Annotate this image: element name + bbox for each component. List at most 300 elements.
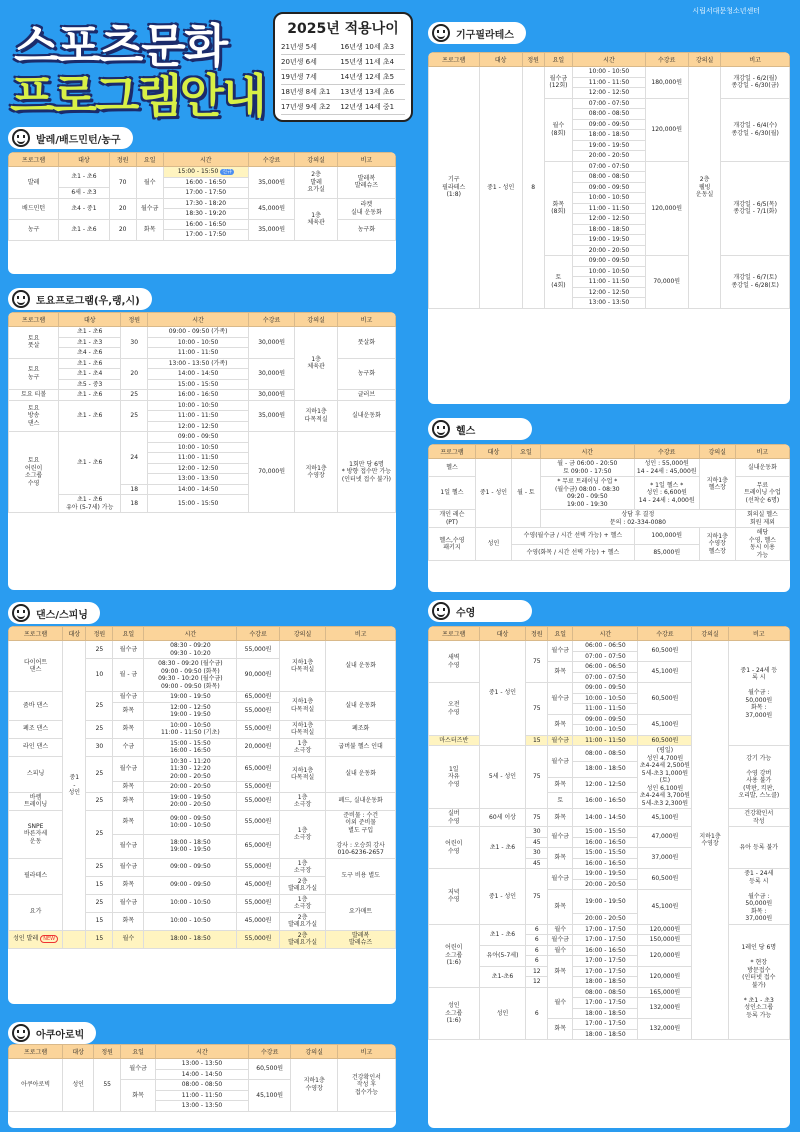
table-cell: 라인 댄스 <box>9 738 63 756</box>
dance-table: 프로그램 대상 정원 요일 시간 수강료 강의실 비고 다이어트 댄스 중1 - 성인 25 월수금 08:30 - 09:20 09:30 - 10:20 55,000원 지하1층 다목적실 실내 운동화 10 월 - 금 08:30 - 09:20 (월수금) 09:00 - 09:50 (화목) 09:30 - 10:20 (월수금) 09:00 - 09:50 (화목) 90,000원 줌바 댄스 25 월수금 19:00 - 19:50 65,000원 지하1층 다목적실 실내 운동화 화목 12:00 - 12:50 19:00 - 19:50 55,000원 폐조 댄스 25 화목 10:00 - 10:50 11:00 - 11:50 (기초) 55,000원 지하1층 다목적실 폐조화 라인 댄스 30 수금 15:00 - 15:50 16:00 - 16:50 20,000원 1층 소극장 굽버불 헬스 인대 스피닝 25 월수금 10:30 - 11:20 11:30 - 12:20 20:00 - 20:50 65,000원 지하1층 다목적실 실내 운동화 화목 20:00 - 20:50 55,000원 바렘 트레이닝 25 화목 19:00 - 19:50 20:00 - 20:50 55,000원 1층 소극장 폐드, 실내운동화 SNPE 바른자세 운동 25 화목 09:00 - 09:50 10:00 - 10:50 55,000원 1층 소극장 준비물 : 수건 이외 준비물 별도 구입 강사 : 오승희 강사 010-6236-2657 월수금 18:00 - 18:50 19:00 - 19:50 65,000원 필라테스 25 월수금 09:00 - 09:50 55,000원 1층 소극장 도구 비용 별도 15 화목 09:00 - 09:50 45,000원 2층 발레요가실 요가 25 월수금 10:00 - 10:50 55,000원 1층 소극장 요가매트 15 화목 10:00 - 10:50 45,000원 2층 발레요가실 성인 발레 NEW 15 월수 18:00 - 18:50 55,000원 2층 발레요가실 발레복 발레슈즈 <box>8 626 396 949</box>
table-cell: 1일 자유 수영 <box>429 746 480 809</box>
table-cell: 필라테스 <box>9 858 63 894</box>
table-cell: 17:00 - 17:50 <box>573 935 638 946</box>
table-cell: 기구 필라테스 (1:8) <box>429 67 480 309</box>
table-cell: 초1 - 초3 <box>59 337 121 348</box>
table-cell: 09:00 - 09:50 <box>573 182 645 193</box>
table-cell: 25 <box>86 641 113 659</box>
table-cell: 개강일 - 6/7(토) 종강일 - 6/28(토) <box>721 256 790 309</box>
table-cell: 월수금 <box>113 858 144 876</box>
table-cell: 2층 발레요가실 <box>279 930 325 948</box>
table-cell: 55,000원 <box>237 810 280 834</box>
table-cell: 글러브 <box>337 390 395 401</box>
table-cell: 6 <box>526 935 548 946</box>
table-cell: 60,500원 <box>638 869 692 890</box>
table-cell: 45,000원 <box>237 912 280 930</box>
table-cell: 초1 - 초6 <box>59 400 121 432</box>
table-cell: 1층 소극장 <box>279 894 325 912</box>
age-table-box <box>273 12 413 122</box>
table-cell: 초4 - 초6 <box>59 348 121 359</box>
table-cell: 20:00 - 20:50 <box>573 245 645 256</box>
table-cell: 줌바 댄스 <box>9 692 63 721</box>
table-cell: 중1 - 성인 <box>479 869 526 925</box>
table-cell: 20:00 - 20:50 <box>573 914 638 925</box>
table-cell: 60,500원 <box>638 735 692 746</box>
table-cell: 지하1층 다목적실 <box>279 641 325 692</box>
table-row <box>9 930 396 948</box>
table-cell: 건강확인서 작성 <box>728 809 789 827</box>
table-cell: 09:00 - 09:50 <box>573 119 645 130</box>
table-cell: 30 <box>526 848 548 859</box>
table-cell: 어린이 수영 <box>429 827 480 869</box>
table-cell: 토요 어린이 소그룹 수영 <box>9 432 59 513</box>
table-row <box>429 869 790 880</box>
table-cell: 30,000원 <box>248 358 294 390</box>
aqua-table-panel <box>8 1044 396 1128</box>
table-cell: 요가 <box>9 894 63 930</box>
table-cell: 실버 수영 <box>429 809 480 827</box>
table-cell: 12:00 - 12:50 <box>573 287 645 298</box>
table-cell: 토요 풋살 <box>9 327 59 359</box>
table-cell: 11:00 - 11:50 <box>573 704 638 715</box>
table-cell: 월수금 <box>113 834 144 858</box>
table-cell: 10:00 - 10:50 <box>573 67 645 78</box>
table-cell: 1회만 당 6명 * 방향 접수만 가능 (인터넷 접수 불가) <box>337 432 395 513</box>
pilates-table-panel <box>428 52 790 404</box>
table-cell: 월수금 <box>113 894 144 912</box>
table-cell: 45,100원 <box>638 662 692 683</box>
table-cell: 19:00 - 19:50 <box>573 869 638 880</box>
table-cell: 06:00 - 06:50 <box>573 641 638 652</box>
table-cell: 11:00 - 11:50 <box>148 411 249 422</box>
table-cell: 6 <box>526 987 548 1040</box>
table-cell: 55,000원 <box>237 792 280 810</box>
table-cell: 성인 소그룹 (1:6) <box>429 987 480 1040</box>
smile-icon <box>12 1024 30 1042</box>
table-cell: 토 (4회) <box>544 256 573 309</box>
table-cell: 09:00 - 09:50 <box>573 683 638 694</box>
table-cell: 08:00 - 08:50 <box>573 746 638 762</box>
table-cell: 55,000원 <box>237 720 280 738</box>
health-table: 프로그램 대상 요일 시간 수강료 강의실 비고 헬스 중1 - 성인 월 - 토 월 - 금 06:00 - 20:50 토 09:00 - 17:50 성인 : 55,000원 14 - 24세 : 45,000원 지하1층 헬스장 실내운동화 1일 헬스 * 무료 트레이닝 수업 * (월수금) 08:00 - 08:30 09:20 - 09:50 19:00 - 19:30 * 1일 헬스 * 성인 : 6,600원 14 - 24세 : 4,000원 무료 트레이닝 수업 (선착순 6명) 개인 레슨 (PT) 상담 후 결정 문의 : 02-334-0080 회의실 헬스 회원 제외 헬스,수영 패키지 성인 수영(월수금 / 시간 선택 가능) + 헬스 100,000원 지하1층 수영장 헬스장 해당 수영, 헬스 동시 이용 가능 수영(화목 / 시간 선택 가능) + 헬스 85,000원 <box>428 444 790 561</box>
table-cell: 6 <box>526 956 548 967</box>
table-cell: 중1 - 성인 <box>63 641 86 931</box>
table-cell: 75 <box>526 809 548 827</box>
table-cell: 30 <box>86 738 113 756</box>
table-cell: 화목 <box>113 702 144 720</box>
table-cell: 월수 (8회) <box>544 98 573 161</box>
saturday-table-panel <box>8 312 396 590</box>
table-cell: 165,000원 <box>638 987 692 998</box>
table-cell: 11:00 - 11:50 <box>573 277 645 288</box>
table-cell: 47,000원 <box>638 827 692 848</box>
table-cell: 폐조화 <box>326 720 396 738</box>
table-cell: 37,000원 <box>638 848 692 869</box>
table-cell: 09:00 - 09:50 <box>573 714 638 725</box>
table-cell: 35,000원 <box>248 400 294 432</box>
table-row <box>9 400 396 411</box>
table-cell: 2층 웰빙 운동실 <box>688 67 720 309</box>
table-cell: 07:00 - 07:50 <box>573 161 645 172</box>
table-cell: 토요 농구 <box>9 358 59 390</box>
table-cell: 지하1층 다목적실 <box>279 756 325 792</box>
table-cell: 어린이 소그룹 (1:6) <box>429 924 480 987</box>
table-cell: 토 <box>548 793 573 809</box>
table-cell: 60세 이상 <box>479 809 526 827</box>
table-cell: 초5 - 중3 <box>59 379 121 390</box>
table-cell: 08:00 - 08:50 <box>573 987 638 998</box>
table-row <box>9 358 396 369</box>
table-cell: 1층 소극장 <box>279 810 325 858</box>
table-cell: 15 <box>526 735 548 746</box>
table-cell: 성인 <box>479 987 526 1040</box>
table-cell: 초1-초6 <box>479 966 526 987</box>
table-cell: 중1 - 24세 등 록 시 월수금 : 50,000원 화목 : 37,000원 <box>728 641 789 746</box>
table-cell: 중1 - 성인 <box>479 641 526 746</box>
table-cell: 30 <box>121 327 148 359</box>
table-row <box>429 924 790 935</box>
table-cell: 19:00 - 19:50 <box>144 692 237 703</box>
table-cell: 농구화 <box>337 358 395 390</box>
table-cell: 08:00 - 08:50 <box>573 109 645 120</box>
smile-icon <box>432 24 450 42</box>
section-pilates: 기구필라테스 <box>428 22 526 44</box>
table-cell: 10:00 - 10:50 <box>573 266 645 277</box>
table-cell: 월수 <box>113 930 144 948</box>
table-cell: 폐조 댄스 <box>9 720 63 738</box>
table-cell: 강기 가능 수영 강버 사용 불가 (막판, 킥판, 오리발, 스노클) <box>728 746 789 809</box>
table-cell: 180,000원 <box>645 67 688 99</box>
table-cell: 25 <box>86 858 113 876</box>
table-cell: 65,000원 <box>237 756 280 782</box>
table-cell: 75 <box>526 683 548 736</box>
table-cell: 70,000원 <box>248 432 294 513</box>
table-cell: 18:00 - 18:50 <box>573 761 638 777</box>
table-cell: 18:00 - 18:50 19:00 - 19:50 <box>144 834 237 858</box>
table-cell: 16:00 - 16:50 <box>573 793 638 809</box>
table-cell: 화목 <box>113 810 144 834</box>
table-cell: 유아(5-7세) <box>479 945 526 966</box>
table-cell: 15 <box>86 912 113 930</box>
table-cell: 16:00 - 16:50 <box>573 837 638 848</box>
table-cell: 화목 <box>113 720 144 738</box>
section-ballet: 발레/배드민턴/농구 <box>8 127 133 149</box>
table-cell: 120,000원 <box>638 924 692 935</box>
table-row <box>9 327 396 338</box>
table-cell: 16:00 - 16:50 <box>573 858 638 869</box>
table-cell: 45 <box>526 837 548 848</box>
table-cell: 14:00 - 14:50 <box>573 809 638 827</box>
table-cell: 지하1층 수영장 <box>692 641 728 1040</box>
table-cell: 09:00 - 09:50 <box>144 858 237 876</box>
table-cell: 마스터즈반 <box>429 735 480 746</box>
org-logo: 시립서대문청소년센터 <box>692 7 760 15</box>
table-cell: 월수금 <box>548 641 573 662</box>
new-badge: NEW <box>40 935 58 943</box>
age-table-title: 2025년 적용나이 <box>287 21 399 37</box>
table-cell: 지하1층 수영장 <box>295 432 338 513</box>
table-cell: 45,100원 <box>638 714 692 735</box>
table-cell: 도구 비용 별도 <box>326 858 396 894</box>
table-cell: 화목 <box>548 890 573 925</box>
table-cell: 18:00 - 18:50 <box>573 1029 638 1040</box>
table-cell: 07:00 - 07:50 <box>573 651 638 662</box>
table-cell: 화목 <box>113 782 144 793</box>
table-cell: 12:00 - 12:50 <box>573 88 645 99</box>
table-cell: 18:00 - 18:50 <box>573 977 638 988</box>
table-cell: 개강일 - 6/4(수) 종강일 - 6/30(월) <box>721 98 790 161</box>
table-cell: 저녁 수영 <box>429 869 480 925</box>
table-row <box>429 809 790 827</box>
table-cell: 초1 - 초6 <box>479 924 526 945</box>
table-cell: 55,000원 <box>237 641 280 659</box>
table-cell: 25 <box>86 756 113 792</box>
table-cell: 18:00 - 18:50 <box>144 930 237 948</box>
table-cell: 10:00 - 10:50 <box>144 894 237 912</box>
ballet-table: 프로그램 대상 정원 요일 시간 수강료 강의실 비고 발레 초1 - 초6 70 월수 15:00 - 15:50 신규 35,000원 2층 발레 요가실 발레복 발레슈즈 16:00 - 16:50 6세 - 초3 17:00 - 17:50 배드민턴 초4 - 중1 20 월수금 17:30 - 18:20 45,000원 1층 체육관 라켓 실내 운동화 18:30 - 19:20 농구 초1 - 초6 20 화목 16:00 - 16:50 35,000원 농구화 17:00 - 17:50 <box>8 152 396 241</box>
table-cell: 폐드, 실내운동화 <box>326 792 396 810</box>
table-cell: SNPE 바른자세 운동 <box>9 810 63 858</box>
table-cell: 20:00 - 20:50 <box>144 782 237 793</box>
table-cell: 10:00 - 10:50 <box>573 725 638 736</box>
table-cell: 132,000원 <box>638 998 692 1019</box>
table-cell: 12 <box>526 977 548 988</box>
table-cell: 20:00 - 20:50 <box>573 151 645 162</box>
table-cell: 1층 소극장 <box>279 858 325 876</box>
table-cell: 월수금 <box>548 935 573 946</box>
table-cell: 실내 운동화 <box>326 692 396 721</box>
table-cell: 16:00 - 16:50 <box>148 390 249 401</box>
table-cell: 유아 등록 불가 <box>728 827 789 869</box>
table-cell: 화목 <box>113 912 144 930</box>
table-row <box>9 641 396 659</box>
table-cell: 바렘 트레이닝 <box>9 792 63 810</box>
table-cell: 120,000원 <box>645 161 688 256</box>
table-cell: 30,000원 <box>248 390 294 401</box>
table-cell: 화목 <box>113 876 144 894</box>
table-cell: 13:00 - 13:50 <box>148 474 249 485</box>
table-cell: 06:00 - 06:50 <box>573 662 638 673</box>
table-cell: 10:00 - 10:50 <box>573 193 645 204</box>
smile-icon <box>432 420 450 438</box>
table-cell: 132,000원 <box>638 1019 692 1040</box>
table-cell: 화목 <box>548 1019 573 1040</box>
table-cell: 월수금 <box>548 735 573 746</box>
table-cell: 1층 소극장 <box>279 738 325 756</box>
table-cell: 10 <box>86 659 113 692</box>
table-cell: 화목 <box>548 662 573 683</box>
table-cell: 17:00 - 17:50 <box>573 956 638 967</box>
table-cell: 화목 <box>113 792 144 810</box>
table-cell: 12:00 - 12:50 <box>148 463 249 474</box>
new-class-badge: 신규 <box>222 169 232 175</box>
table-cell: 6 <box>526 945 548 956</box>
table-cell: 11:00 - 11:50 <box>573 735 638 746</box>
table-cell: 65,000원 <box>237 692 280 703</box>
table-cell: 20 <box>121 358 148 390</box>
table-cell: 화목 <box>548 956 573 988</box>
table-cell: 화목 <box>548 714 573 735</box>
table-cell: 19:00 - 19:50 <box>573 140 645 151</box>
table-cell: 준비물 : 수건 이외 준비물 별도 구입 강사 : 오승희 강사 010-6236-2657 <box>326 810 396 858</box>
table-cell: 월수금 <box>548 746 573 778</box>
table-cell: 12:00 - 12:50 <box>573 777 638 793</box>
table-cell: 15:00 - 15:50 <box>148 495 249 513</box>
table-cell: 17:00 - 17:50 <box>573 924 638 935</box>
table-cell: 화목 <box>548 848 573 869</box>
table-cell: 65,000원 <box>237 834 280 858</box>
table-cell: 75 <box>526 869 548 925</box>
table-cell: 150,000원 <box>638 935 692 946</box>
table-cell: 초1 - 초6 <box>59 390 121 401</box>
table-cell: 10:00 - 10:50 <box>573 693 638 704</box>
table-cell: 굽버불 헬스 인대 <box>326 738 396 756</box>
table-cell: 개강일 - 6/5(목) 종강일 - 7/1(화) <box>721 161 790 256</box>
section-saturday: 토요프로그램(우,랭,시) <box>8 288 152 310</box>
table-cell: 45 <box>526 858 548 869</box>
smile-icon <box>12 290 30 308</box>
table-cell: 30,000원 <box>248 327 294 359</box>
table-cell: 55,000원 <box>237 930 280 948</box>
table-row <box>429 641 790 652</box>
page-title-line1: 스포츠문화 <box>14 19 227 73</box>
table-cell: 월수 <box>548 987 573 1019</box>
table-cell: 17:00 - 17:50 <box>573 966 638 977</box>
table-cell: 스피닝 <box>9 756 63 792</box>
saturday-table: 프로그램 대상 정원 시간 수강료 강의실 비고 토요 풋살 초1 - 초6 30 09:00 - 09:50 (가족) 30,000원 1층 체육관 풋살화 초1 - 초3 10:00 - 10:50 초4 - 초6 11:00 - 11:50 토요 농구 초1 - 초6 20 13:00 - 13:50 (가족) 30,000원 농구화 초1 - 초4 14:00 - 14:50 초5 - 중3 15:00 - 15:50 토요 티볼 초1 - 초6 25 16:00 - 16:50 30,000원 글러브 토요 방송 댄스 초1 - 초6 25 10:00 - 10:50 35,000원 지하1층 다목적실 실내운동화 11:00 - 11:50 12:00 - 12:50 토요 어린이 소그룹 수영 초1 - 초6 24 09:00 - 09:50 70,000원 지하1층 수영장 1회만 당 6명 * 방향 접수만 가능 (인터넷 접수 불가) 10:00 - 10:50 11:00 - 11:50 12:00 - 12:50 13:00 - 13:50 18 14:00 - 14:50 초1 - 초6 유아 (5-7세) 가능 18 15:00 - 15:50 <box>8 312 396 513</box>
table-cell: 15 <box>86 876 113 894</box>
table-cell: 15:00 - 15:50 <box>573 827 638 838</box>
table-cell: (평일) 성인 4,700원 초4-24세 2,500원 5세-초3 1,000원 (토) 성인 6,100원 초4-24세 3,700원 5세-초3 2,300원 <box>638 746 692 809</box>
table-cell: 월수금 (12회) <box>544 67 573 99</box>
table-cell: 월수 <box>548 924 573 935</box>
table-cell: 초1 - 초6 <box>479 827 526 869</box>
table-cell: 18 <box>121 495 148 513</box>
table-cell: 새벽 수영 <box>429 641 480 683</box>
swim-table-panel <box>428 626 790 1128</box>
table-cell: 1층 체육관 <box>295 327 338 401</box>
table-cell: 화목 (8회) <box>544 161 573 256</box>
table-cell: 1층 소극장 <box>279 792 325 810</box>
table-cell: 지하1층 다목적실 <box>295 400 338 432</box>
table-cell: 25 <box>86 810 113 858</box>
table-cell: 실내 운동화 <box>326 641 396 692</box>
table-cell: 화목 <box>548 809 573 827</box>
table-cell: 120,000원 <box>645 98 688 161</box>
table-cell: 월수금 <box>548 683 573 715</box>
smile-icon <box>432 602 450 620</box>
table-cell: 45,100원 <box>638 890 692 925</box>
table-cell: 지하1층 다목적실 <box>279 692 325 721</box>
table-cell: 55,000원 <box>237 782 280 793</box>
table-cell: 09:00 - 09:50 <box>148 432 249 443</box>
table-cell: 10:00 - 10:50 <box>148 442 249 453</box>
table-cell: 10:00 - 10:50 11:00 - 11:50 (기초) <box>144 720 237 738</box>
table-cell: 17:00 - 17:50 <box>573 998 638 1009</box>
table-cell: 6 <box>526 924 548 935</box>
table-row <box>9 390 396 401</box>
table-cell: 실내운동화 <box>337 400 395 432</box>
table-cell: 개강일 - 6/2(월) 종강일 - 6/30(금) <box>721 67 790 99</box>
table-cell: 25 <box>86 894 113 912</box>
table-cell: 15:00 - 15:50 <box>148 379 249 390</box>
table-cell: 25 <box>86 692 113 721</box>
table-cell: 55,000원 <box>237 858 280 876</box>
table-cell: 11:00 - 11:50 <box>148 453 249 464</box>
table-cell: 월수금 <box>113 641 144 659</box>
page-title-line2: 프로그램안내 <box>10 69 265 123</box>
section-swim: 수영 <box>428 600 532 622</box>
table-cell: 수금 <box>113 738 144 756</box>
section-health: 헬스 <box>428 418 532 440</box>
table-row <box>429 67 790 78</box>
table-cell: 성인 발레 NEW <box>9 930 63 948</box>
table-cell: 11:00 - 11:50 <box>573 203 645 214</box>
table-cell: 09:00 - 09:50 10:00 - 10:50 <box>144 810 237 834</box>
table-cell: 08:00 - 08:50 <box>573 172 645 183</box>
table-cell: 13:00 - 13:50 (가족) <box>148 358 249 369</box>
table-cell: 09:00 - 09:50 (가족) <box>148 327 249 338</box>
table-cell: 12 <box>526 966 548 977</box>
table-cell: 20:00 - 20:50 <box>573 879 638 890</box>
table-cell: 토요 방송 댄스 <box>9 400 59 432</box>
table-cell: 07:00 - 07:50 <box>573 98 645 109</box>
table-cell: 월수금 <box>113 692 144 703</box>
table-cell: 17:00 - 17:50 <box>573 1019 638 1030</box>
table-cell: 11:00 - 11:50 <box>573 77 645 88</box>
table-cell: 12:00 - 12:50 19:00 - 19:50 <box>144 702 237 720</box>
table-cell: 09:00 - 09:50 <box>144 876 237 894</box>
table-row <box>9 432 396 443</box>
table-cell: 11:00 - 11:50 <box>148 348 249 359</box>
table-cell: 120,000원 <box>638 945 692 966</box>
table-cell: 요가매트 <box>326 894 396 930</box>
table-cell: 45,000원 <box>237 876 280 894</box>
table-cell: 월수금 <box>548 827 573 848</box>
table-cell: 초1 - 초6 <box>59 432 121 495</box>
table-cell: 10:30 - 11:20 11:30 - 12:20 20:00 - 20:50 <box>144 756 237 782</box>
table-cell: 70,000원 <box>645 256 688 309</box>
table-cell: 30 <box>526 827 548 838</box>
smile-icon <box>12 604 30 622</box>
table-cell: 19:00 - 19:50 20:00 - 20:50 <box>144 792 237 810</box>
table-cell: 월수 <box>548 945 573 956</box>
table-cell: 화목 <box>548 777 573 793</box>
table-cell: 중1 - 24세 등록 시 월수금 : 50,000원 화목 : 37,000원 <box>728 869 789 925</box>
table-cell: 14:00 - 14:50 <box>148 484 249 495</box>
table-cell: 55,000원 <box>237 702 280 720</box>
table-cell: 초1 - 초6 <box>59 358 121 369</box>
table-cell: 25 <box>86 720 113 738</box>
table-cell: 60,500원 <box>638 641 692 662</box>
table-cell: 18:00 - 18:50 <box>573 130 645 141</box>
table-cell: 75 <box>526 746 548 809</box>
table-cell: 14:00 - 14:50 <box>148 369 249 380</box>
table-cell: 25 <box>121 400 148 432</box>
table-cell: 월 - 금 <box>113 659 144 692</box>
table-cell: 다이어트 댄스 <box>9 641 63 692</box>
table-cell: 실내 운동화 <box>326 756 396 792</box>
table-cell: 12:00 - 12:50 <box>148 421 249 432</box>
age-table: 21년생 5세 16년생 10세 초3 20년생 6세 15년생 11세 초4 19년생 7세 14년생 12세 초5 18년생 8세 초1 13년생 13세 초6 17년생 9세 초2 12년생 14세 중1 <box>281 40 405 115</box>
table-cell: 오전 수영 <box>429 683 480 736</box>
aqua-table: 프로그램 대상 정원 요일 시간 수강료 강의실 비고 아쿠아로빅 성인 55 월수금 13:00 - 13:50 60,500원 지하1층 수영장 건강확인서 작성 후 접수가능 14:00 - 14:50 화목 08:00 - 08:50 45,100원 11:00 - 11:50 13:00 - 13:50 <box>8 1044 396 1112</box>
table-cell: 16:00 - 16:50 <box>573 945 638 956</box>
table-cell: 토요 티볼 <box>9 390 59 401</box>
table-cell: 10:00 - 10:50 <box>148 400 249 411</box>
table-cell: 15:00 - 15:50 <box>573 848 638 859</box>
table-cell: 중1 - 성인 <box>479 67 522 309</box>
